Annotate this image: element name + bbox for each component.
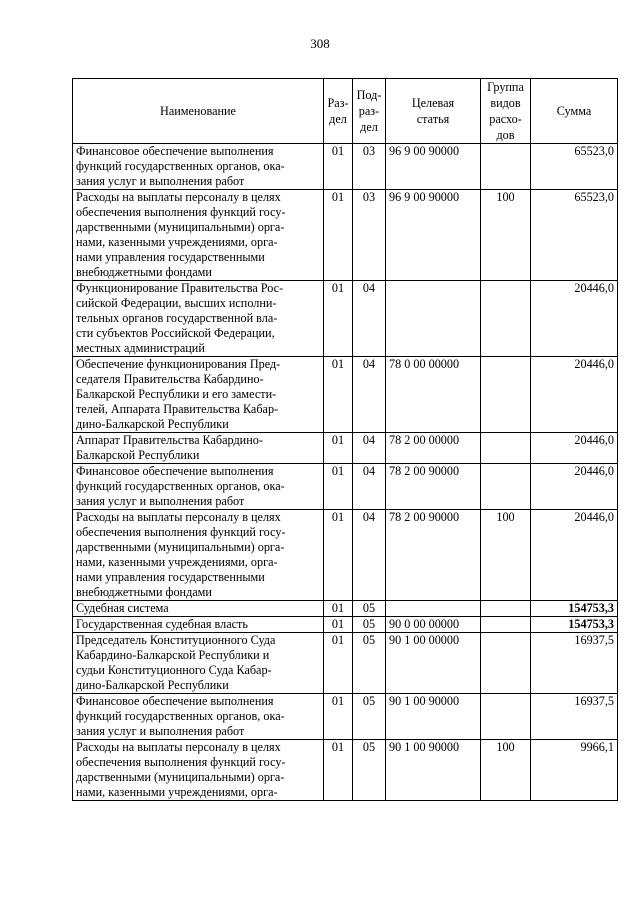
table-row: [73, 601, 618, 617]
cell-expense-group: [481, 144, 531, 190]
cell-target-article: [386, 281, 481, 357]
cell-expense-group: [481, 281, 531, 357]
cell-subsection: 04: [353, 357, 386, 433]
cell-amount: 65523,0: [531, 190, 618, 281]
cell-name-line: Финансовое обеспечение выполнения: [76, 464, 274, 478]
cell-name-line: зания услуг и выполнения работ: [76, 724, 245, 738]
cell-section: 01: [324, 190, 353, 281]
cell-name: [73, 190, 324, 281]
cell-name-line: функций государственных органов, ока-: [76, 709, 285, 723]
table-row: [73, 190, 618, 281]
table-row: [73, 357, 618, 433]
cell-name-line: дарственными (муниципальными) орга-: [76, 540, 285, 554]
cell-target-article: 90 1 00 90000: [386, 694, 481, 740]
cell-name-line: функций государственных органов, ока-: [76, 159, 285, 173]
cell-name-line: Финансовое обеспечение выполнения: [76, 144, 274, 158]
cell-name-line: дарственными (муниципальными) орга-: [76, 220, 285, 234]
header-name: Наименование: [73, 79, 324, 144]
cell-name: [73, 617, 324, 633]
header-amount: Сумма: [531, 79, 618, 144]
cell-subsection: 05: [353, 740, 386, 801]
budget-table: [72, 78, 618, 801]
cell-name-line: дино-Балкарской Республики: [76, 678, 229, 692]
cell-target-article: 78 2 00 90000: [386, 510, 481, 601]
cell-name-line: Судебная система: [76, 601, 169, 615]
cell-name-line: Функционирование Правительства Рос-: [76, 281, 284, 295]
table-row: [73, 694, 618, 740]
cell-expense-group: [481, 633, 531, 694]
cell-target-article: 96 9 00 90000: [386, 190, 481, 281]
cell-amount: 20446,0: [531, 433, 618, 464]
cell-expense-group: [481, 464, 531, 510]
cell-subsection: 03: [353, 144, 386, 190]
cell-amount: 20446,0: [531, 510, 618, 601]
table-row: [73, 433, 618, 464]
cell-name-line: обеспечения выполнения функций госу-: [76, 755, 286, 769]
table-row: [73, 144, 618, 190]
cell-subsection: 04: [353, 281, 386, 357]
cell-name: [73, 694, 324, 740]
cell-name-line: внебюджетными фондами: [76, 585, 212, 599]
cell-amount: 20446,0: [531, 281, 618, 357]
cell-amount: 20446,0: [531, 357, 618, 433]
cell-target-article: [386, 601, 481, 617]
cell-section: 01: [324, 694, 353, 740]
cell-expense-group: [481, 433, 531, 464]
cell-subsection: 05: [353, 601, 386, 617]
cell-expense-group: [481, 357, 531, 433]
cell-subsection: 03: [353, 190, 386, 281]
cell-subsection: 04: [353, 510, 386, 601]
cell-name: [73, 601, 324, 617]
cell-amount: 20446,0: [531, 464, 618, 510]
cell-section: 01: [324, 464, 353, 510]
cell-name-line: местных администраций: [76, 341, 205, 355]
cell-name-line: сийской Федерации, высших исполни-: [76, 296, 277, 310]
table-row: [73, 633, 618, 694]
cell-name-line: сти субъектов Российской Федерации,: [76, 326, 275, 340]
cell-name-line: седателя Правительства Кабардино-: [76, 372, 264, 386]
cell-target-article: 78 0 00 00000: [386, 357, 481, 433]
header-expense-group: Группа видов расхо- дов: [481, 79, 531, 144]
cell-name-line: судьи Конституционного Суда Кабар-: [76, 663, 272, 677]
cell-section: 01: [324, 510, 353, 601]
cell-name-line: обеспечения выполнения функций госу-: [76, 205, 286, 219]
cell-section: 01: [324, 740, 353, 801]
header-target-article: Целевая статья: [386, 79, 481, 144]
cell-amount: 154753,3: [531, 601, 618, 617]
cell-expense-group: [481, 617, 531, 633]
cell-name-line: Балкарской Республики и его замести-: [76, 387, 277, 401]
cell-target-article: 90 1 00 00000: [386, 633, 481, 694]
cell-name-line: Расходы на выплаты персоналу в целях: [76, 190, 281, 204]
cell-name-line: нами, казенными учреждениями, орга-: [76, 785, 278, 799]
cell-target-article: 96 9 00 90000: [386, 144, 481, 190]
cell-name-line: телей, Аппарата Правительства Кабар-: [76, 402, 279, 416]
cell-name: [73, 464, 324, 510]
cell-amount: 9966,1: [531, 740, 618, 801]
cell-subsection: 05: [353, 633, 386, 694]
table-row: [73, 740, 618, 801]
cell-name-line: внебюджетными фондами: [76, 265, 212, 279]
cell-name-line: Расходы на выплаты персоналу в целях: [76, 510, 281, 524]
cell-name-line: Балкарской Республики: [76, 448, 200, 462]
cell-section: 01: [324, 144, 353, 190]
cell-section: 01: [324, 617, 353, 633]
cell-name: [73, 144, 324, 190]
table-row: [73, 617, 618, 633]
cell-subsection: 04: [353, 433, 386, 464]
cell-expense-group: 100: [481, 510, 531, 601]
cell-name: [73, 633, 324, 694]
cell-expense-group: 100: [481, 190, 531, 281]
cell-target-article: 78 2 00 90000: [386, 464, 481, 510]
cell-name-line: функций государственных органов, ока-: [76, 479, 285, 493]
cell-name-line: Обеспечение функционирования Пред-: [76, 357, 281, 371]
cell-section: 01: [324, 357, 353, 433]
cell-name-line: Аппарат Правительства Кабардино-: [76, 433, 263, 447]
cell-name: [73, 510, 324, 601]
cell-amount: 154753,3: [531, 617, 618, 633]
cell-amount: 16937,5: [531, 694, 618, 740]
header-section: Раз- дел: [324, 79, 353, 144]
table-body: [73, 144, 618, 801]
cell-expense-group: 100: [481, 740, 531, 801]
cell-subsection: 04: [353, 464, 386, 510]
cell-name-line: Председатель Конституционного Суда: [76, 633, 276, 647]
table-row: [73, 510, 618, 601]
cell-section: 01: [324, 633, 353, 694]
cell-name-line: дарственными (муниципальными) орга-: [76, 770, 285, 784]
header-subsection: Под- раз- дел: [353, 79, 386, 144]
cell-target-article: 78 2 00 00000: [386, 433, 481, 464]
cell-name-line: Государственная судебная власть: [76, 617, 248, 631]
cell-name: [73, 433, 324, 464]
cell-name-line: нами управления государственными: [76, 570, 265, 584]
cell-target-article: 90 1 00 90000: [386, 740, 481, 801]
cell-name-line: Кабардино-Балкарской Республики и: [76, 648, 270, 662]
table-header: [73, 79, 618, 144]
cell-target-article: 90 0 00 00000: [386, 617, 481, 633]
cell-amount: 65523,0: [531, 144, 618, 190]
cell-section: 01: [324, 433, 353, 464]
cell-subsection: 05: [353, 617, 386, 633]
cell-name-line: Финансовое обеспечение выполнения: [76, 694, 274, 708]
cell-name-line: зания услуг и выполнения работ: [76, 174, 245, 188]
cell-name-line: зания услуг и выполнения работ: [76, 494, 245, 508]
cell-section: 01: [324, 281, 353, 357]
cell-section: 01: [324, 601, 353, 617]
cell-name-line: нами, казенными учреждениями, орга-: [76, 235, 278, 249]
cell-name-line: обеспечения выполнения функций госу-: [76, 525, 286, 539]
cell-name: [73, 281, 324, 357]
cell-name: [73, 357, 324, 433]
table-row: [73, 464, 618, 510]
cell-name-line: нами управления государственными: [76, 250, 265, 264]
cell-expense-group: [481, 694, 531, 740]
cell-amount: 16937,5: [531, 633, 618, 694]
page-number: 308: [310, 36, 330, 51]
cell-expense-group: [481, 601, 531, 617]
cell-name-line: тельных органов государственной вла-: [76, 311, 278, 325]
cell-name-line: Расходы на выплаты персоналу в целях: [76, 740, 281, 754]
table-row: [73, 281, 618, 357]
cell-name-line: дино-Балкарской Республики: [76, 417, 229, 431]
cell-name: [73, 740, 324, 801]
cell-name-line: нами, казенными учреждениями, орга-: [76, 555, 278, 569]
cell-subsection: 05: [353, 694, 386, 740]
